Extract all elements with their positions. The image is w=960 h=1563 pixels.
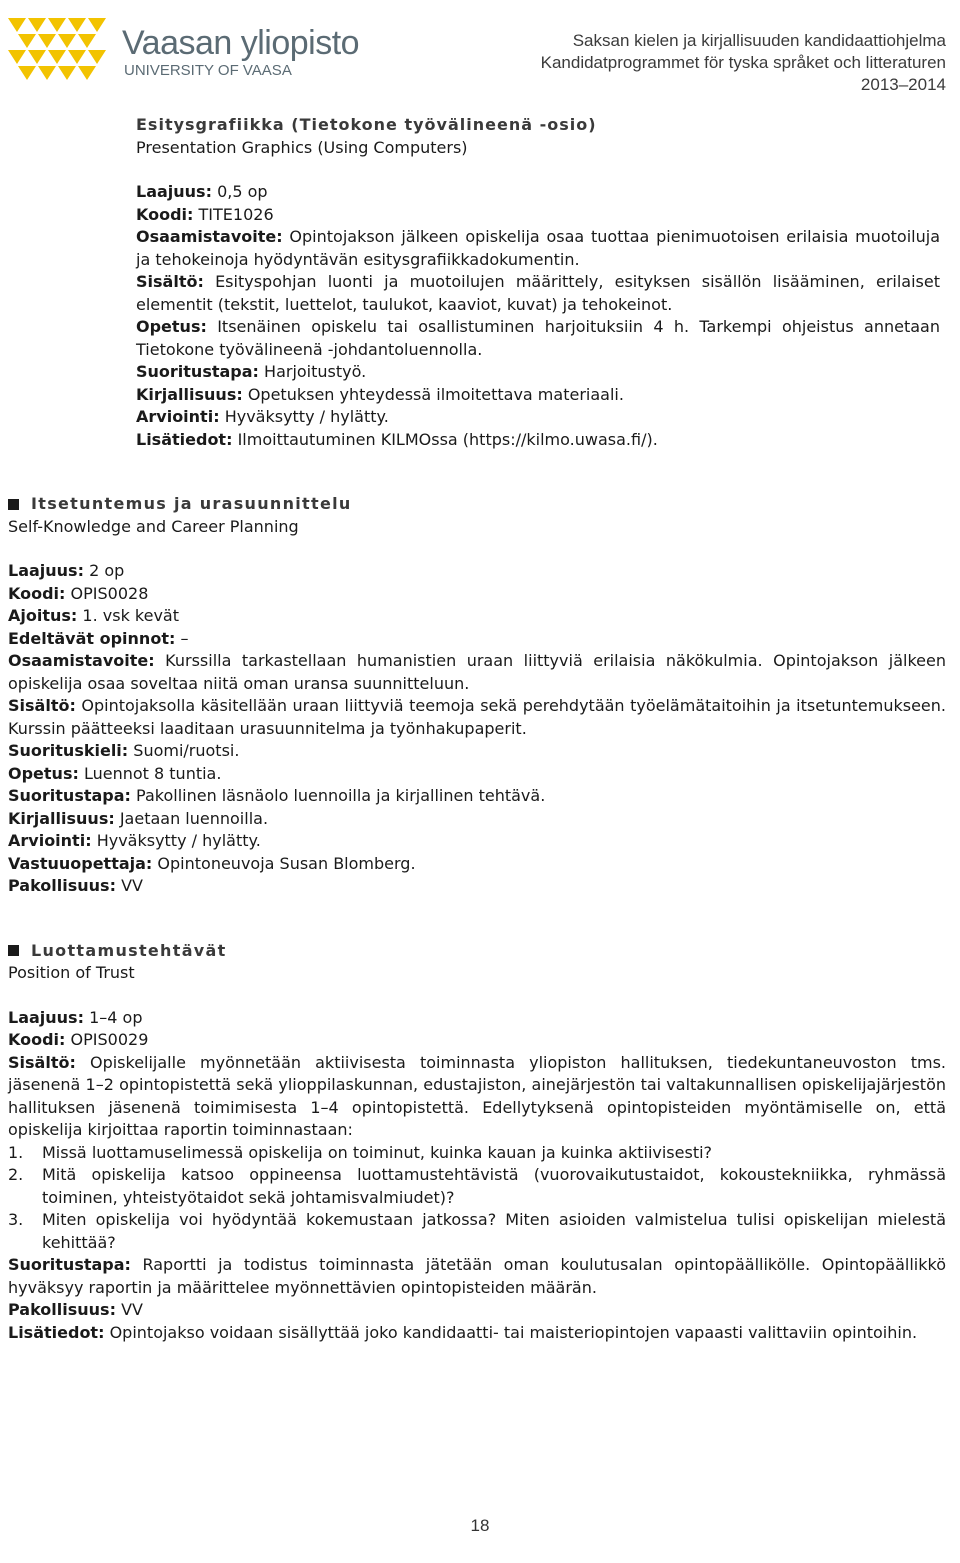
field-sisalto: Sisältö: Opiskelijalle myönnetään aktiivisesta toiminnasta yliopiston hallituksen, tiedekuntaneuvoston tms. jäsenenä 1–2 opintopistettä sekä ylioppilaskunnan, edustajiston, ainejärjestön tai valtakunnallisen opiskelijajärjestön hallituksen jäsenenä toimimisesta 1–4 opintopistettä. Edellytyksenä opintopisteiden myöntämiselle on, että opiskelija kirjoittaa raportin toiminnastaan: bbox=[8, 1052, 946, 1139]
section-title: Itsetuntemus ja urasuunnittelu bbox=[8, 493, 946, 516]
page-content bbox=[0, 114, 960, 1344]
logo-wordmark: Vaasan yliopisto bbox=[122, 24, 360, 62]
field-pakollisuus: Pakollisuus: VV bbox=[8, 1300, 143, 1319]
field-suoritustapa: Suoritustapa: Pakollinen läsnäolo luennoilla ja kirjallinen tehtävä. bbox=[8, 786, 546, 805]
field-lisatiedot: Lisätiedot: Ilmoittautuminen KILMOssa (https://kilmo.uwasa.fi/). bbox=[136, 429, 658, 449]
field-arviointi: Arviointi: Hyväksytty / hylätty. bbox=[136, 407, 389, 426]
field-arviointi: Arviointi: Hyväksytty / hylätty. bbox=[8, 831, 261, 850]
list-item: 3. Miten opiskelija voi hyödyntää kokemustaan jatkossa? Miten asioiden valmistelua tulisi opiskelijan mielestä kehittää? bbox=[8, 1210, 946, 1252]
field-vastuuopettaja: Vastuuopettaja: Opintoneuvoja Susan Blomberg. bbox=[8, 853, 416, 873]
page-header bbox=[0, 0, 960, 100]
field-sisalto: Sisältö: Esityspohjan luonti ja muotoilujen määrittely, esityksen sisällön lisääminen, erilaiset elementit (tekstit, luettelot, taulukot, kaaviot, kuvat) ja tehokeinot. bbox=[136, 272, 940, 314]
program-info bbox=[541, 30, 946, 96]
square-bullet-icon bbox=[8, 499, 19, 510]
field-lisatiedot: Lisätiedot: Opintojakso voidaan sisällyttää joko kandidaatti- tai maisteriopintojen vapaasti valittaviin opintoihin. bbox=[8, 1322, 918, 1342]
logo-subtitle: UNIVERSITY OF VAASA bbox=[124, 62, 292, 79]
course-subtitle: Presentation Graphics (Using Computers) bbox=[136, 137, 468, 157]
program-name-fi: Saksan kielen ja kirjallisuuden kandidaattiohjelma bbox=[572, 31, 946, 50]
course-subtitle: Position of Trust bbox=[8, 963, 135, 982]
course-luottamustehtavat bbox=[0, 940, 960, 1345]
field-koodi: Koodi: TITE1026 bbox=[136, 204, 274, 224]
field-suoritustapa: Suoritustapa: Harjoitustyö. bbox=[136, 362, 367, 381]
field-suoritustapa: Suoritustapa: Raportti ja todistus toiminnasta jätetään oman koulutusalan opintopäällikölle. Opintopäällikkö hyväksyy raportin ja määrittelee myönnettävien opintopisteiden määrän. bbox=[8, 1255, 946, 1297]
field-suorituskieli: Suorituskieli: Suomi/ruotsi. bbox=[8, 741, 240, 760]
field-pakollisuus: Pakollisuus: VV bbox=[8, 876, 143, 895]
field-laajuus: Laajuus: 1–4 op bbox=[8, 1007, 143, 1027]
list-item: 2. Mitä opiskelija katsoo oppineensa luottamustehtävistä (vuorovaikutustaidot, kokoustekniikka, ryhmässä toiminen, yhteistyötaidot sekä johtamisvalmiudet)? bbox=[8, 1165, 946, 1207]
field-opetus: Opetus: Itsenäinen opiskelu tai osallistuminen harjoituksiin 4 h. Tarkempi ohjeistus annetaan Tietokone työvälineenä -johdantoluennolla. bbox=[136, 317, 940, 359]
field-opetus: Opetus: Luennot 8 tuntia. bbox=[8, 763, 222, 783]
course-itsetuntemus bbox=[0, 493, 960, 898]
academic-year: 2013–2014 bbox=[860, 75, 946, 94]
section-title: Luottamustehtävät bbox=[8, 940, 946, 963]
field-kirjallisuus: Kirjallisuus: Opetuksen yhteydessä ilmoitettava materiaali. bbox=[136, 384, 624, 404]
course-subtitle: Self-Knowledge and Career Planning bbox=[8, 516, 299, 536]
square-bullet-icon bbox=[8, 945, 19, 956]
field-koodi: Koodi: OPIS0029 bbox=[8, 1030, 149, 1049]
report-questions-list bbox=[8, 1142, 946, 1255]
field-ajoitus: Ajoitus: 1. vsk kevät bbox=[8, 606, 179, 625]
field-laajuus: Laajuus: 2 op bbox=[8, 561, 125, 580]
page-number: 18 bbox=[470, 1516, 490, 1535]
program-name-sv: Kandidatprogrammet för tyska språket och litteraturen bbox=[540, 53, 946, 72]
field-osaamistavoite: Osaamistavoite: Opintojakson jälkeen opiskelija osaa tuottaa pienimuotoisen erilaisia muotoiluja ja tehokeinoja hyödyntävän esitysgrafiikkadokumentin. bbox=[136, 227, 940, 269]
list-item: 1. Missä luottamuselimessä opiskelija on toiminut, kuinka kauan ja kuinka aktiivisesti? bbox=[8, 1142, 713, 1162]
field-laajuus: Laajuus: 0,5 op bbox=[136, 182, 268, 201]
field-sisalto: Sisältö: Opintojaksolla käsitellään uraan liittyviä teemoja sekä perehdytään työelämätaitoihin ja itsetuntemukseen. Kurssin päätteeksi laaditaan urasuunnitelma ja työnhakupaperit. bbox=[8, 696, 946, 738]
field-kirjallisuus: Kirjallisuus: Jaetaan luennoilla. bbox=[8, 808, 269, 828]
field-koodi: Koodi: OPIS0028 bbox=[8, 583, 149, 603]
university-logo-icon bbox=[6, 12, 116, 92]
field-osaamistavoite: Osaamistavoite: Kurssilla tarkastellaan humanistien uraan liittyviä erilaisia näkökulmia. Opintojakson jälkeen opiskelija osaa soveltaa niitä oman uransa suunnitteluun. bbox=[8, 651, 946, 693]
course-esitysgrafiikka bbox=[0, 114, 960, 451]
course-title: Esitysgrafiikka (Tietokone työvälineenä -osio) bbox=[136, 115, 597, 134]
field-edeltavat: Edeltävät opinnot: – bbox=[8, 628, 189, 648]
